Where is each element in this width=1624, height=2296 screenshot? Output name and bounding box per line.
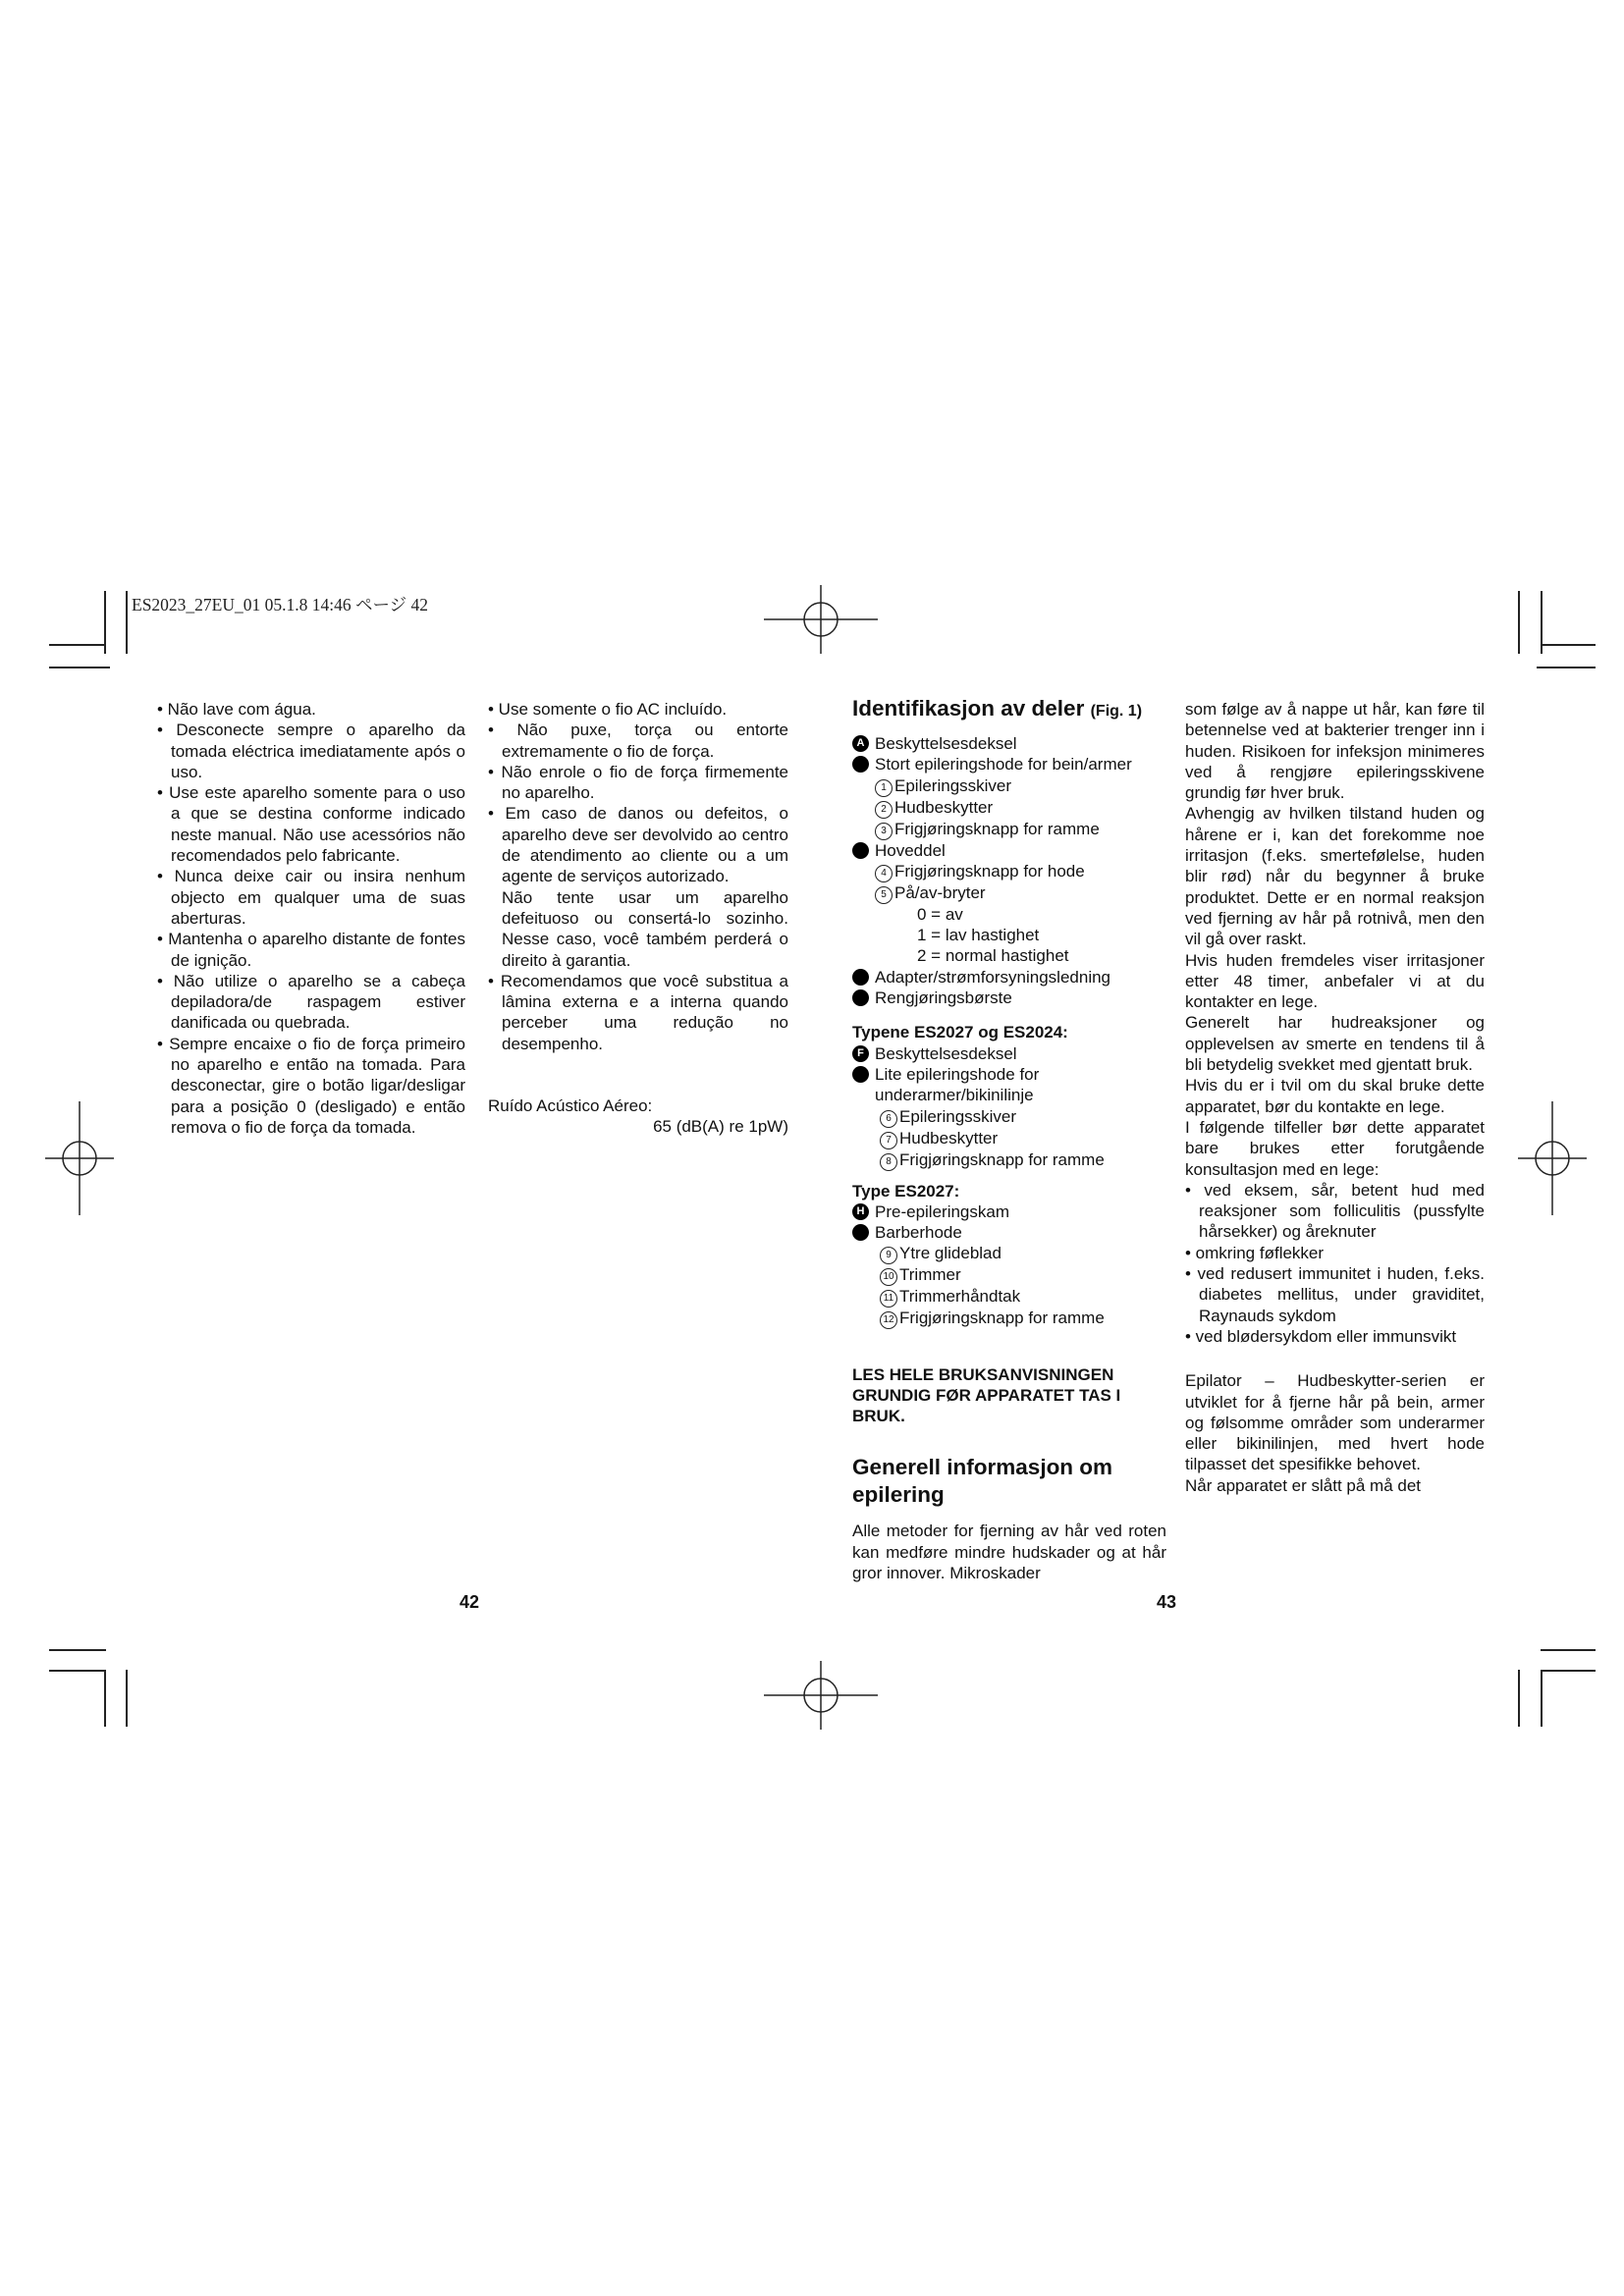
bullet-dot [852, 1066, 869, 1083]
bullet-item: • Não utilize o aparelho se a cabeça depiladora/de raspagem estiver danificada ou quebrada. [157, 971, 465, 1033]
page-number-left: 42 [460, 1592, 480, 1612]
bullet-item: • ved redusert immunitet i huden, f.eks. diabetes mellitus, under graviditet, Raynauds sykdom [1185, 1264, 1485, 1325]
right-page-column-3 [852, 695, 1166, 1583]
paragraph: Não tente usar um aparelho defeituoso ou consertá-lo sozinho. Nesse caso, você também perderá o direito à garantia. [502, 887, 788, 970]
crop-mark [1541, 1670, 1596, 1672]
paragraph: Epilator – Hudbeskytter-serien er utviklet for å fjerne hår på bein, armer og følsomme områder som underarmer eller bikinilinjen, med hvert hode tilpasset det spesifikke behovet. [1185, 1371, 1485, 1474]
left-page-column-2 [488, 699, 788, 1138]
warning-text: LES HELE BRUKSANVISNINGEN GRUNDIG FØR APPARATET TAS I BRUK. [852, 1365, 1121, 1426]
part-sub: 3 Frigjøringsknapp for ramme [852, 819, 1166, 840]
paragraph: I følgende tilfeller bør dette apparatet bare brukes etter forutgående konsultasjon med en lege: [1185, 1117, 1485, 1179]
subheading: Type ES2027: [852, 1181, 960, 1201]
bullet-item: • Nunca deixe cair ou insira nenhum objecto em qualquer uma de suas aberturas. [157, 867, 465, 928]
bullet-item: • Não enrole o fio de força firmemente no aparelho. [488, 762, 788, 803]
part-sub: 2 Hudbeskytter [852, 797, 1166, 819]
crop-mark [1541, 1670, 1543, 1727]
letter-badge-h: H [852, 1203, 869, 1220]
bullet-dot [852, 1224, 869, 1241]
part-item: Barberhode [852, 1222, 1166, 1243]
crop-mark [126, 1670, 128, 1727]
part-item: A Beskyttelsesdeksel [852, 733, 1166, 754]
part-item: Hoveddel [852, 840, 1166, 861]
bullet-dot [852, 969, 869, 986]
crop-mark [1541, 1649, 1596, 1651]
bullet-item: • Use este aparelho somente para o uso a que se destina conforme indicado neste manual. Não use acessórios não recomendados pelo fabricante. [157, 783, 465, 866]
crop-mark [1518, 1670, 1520, 1727]
paragraph: Avhengig av hvilken tilstand huden og hårene er i, kan det forekomme noe irritasjon (f.eks. smertefølelse, huden blir rød) når du begynner å bruke produktet. Dette er en normal reaksjon ved fjerning av hår på rotnivå, men den vil gå over raskt. [1185, 804, 1485, 949]
part-sub: 1 Epileringsskiver [852, 775, 1166, 797]
bullet-dot [852, 756, 869, 773]
registration-mark-left [45, 1101, 114, 1215]
bullet-item: • Não puxe, torça ou entorte extremamente o fio de força. [488, 721, 788, 761]
bullet-dot [852, 989, 869, 1006]
bullet-item: • omkring føflekker [1185, 1243, 1325, 1262]
part-item: Stort epileringshode for bein/armer [852, 754, 1166, 774]
bullet-item: • ved blødersykdom eller immunsvikt [1185, 1326, 1457, 1346]
paragraph: Hvis huden fremdeles viser irritasjoner etter 48 timer, anbefaler vi at du kontakter en lege. [1185, 950, 1485, 1012]
crop-mark [49, 644, 106, 646]
bullet-item: • Use somente o fio AC incluído. [488, 700, 728, 719]
paragraph: Hvis du er i tvil om du skal bruke dette apparatet, bør du kontakte en lege. [1185, 1076, 1485, 1116]
bullet-item: • Recomendamos que você substitua a lâmina externa e a interna quando perceber uma redução no desempenho. [488, 971, 788, 1053]
speed-setting: 0 = av [917, 904, 963, 924]
bullet-item: • Sempre encaixe o fio de força primeiro no aparelho e então na tomada. Para desconectar, gire o botão ligar/desligar para a posição 0 (desligado) e então remova o fio de força da tomada. [157, 1034, 465, 1137]
part-item: F Beskyttelsesdeksel [852, 1043, 1166, 1064]
registration-mark-right [1518, 1101, 1587, 1215]
paragraph: Når apparatet er slått på må det [1185, 1475, 1422, 1495]
bullet-item: • Não lave com água. [157, 700, 316, 719]
print-slug: ES2023_27EU_01 05.1.8 14:46 ページ 42 [132, 595, 429, 614]
part-sub: 5 På/av-bryter [852, 882, 1166, 904]
crop-mark [1537, 667, 1596, 668]
bullet-item: • Desconecte sempre o aparelho da tomada eléctrica imediatamente após o uso. [157, 721, 465, 781]
section-title-general: Generell informasjon om epilering [852, 1455, 1113, 1508]
part-sub: 7 Hudbeskytter [852, 1128, 1166, 1149]
paragraph: som følge av å nappe ut hår, kan føre til betennelse ved at bakterier trenger inn i huden. Risikoen for infeksjon minimeres ved å rengjøre epileringsskivene grundig før hver bruk. [1185, 700, 1485, 803]
figure-ref: (Fig. 1) [1090, 703, 1143, 720]
bullet-item: • Mantenha o aparelho distante de fontes de ignição. [157, 930, 465, 970]
part-item: Adapter/strømforsyningsledning [852, 967, 1166, 988]
bullet-item: • Em caso de danos ou defeitos, o aparelho deve ser devolvido ao centro de atendimento ao cliente ou a um agente de serviços autorizado. [488, 804, 788, 886]
crop-mark [104, 1670, 106, 1727]
crop-mark [49, 1670, 106, 1672]
page-number-right: 43 [1157, 1592, 1177, 1612]
part-sub: 8 Frigjøringsknapp for ramme [852, 1149, 1166, 1171]
part-sub: 9 Ytre glideblad [852, 1243, 1166, 1264]
speed-setting: 2 = normal hastighet [917, 946, 1069, 966]
paragraph: Alle metoder for fjerning av hår ved roten kan medføre mindre hudskader og at hår gror innover. Mikroskader [852, 1522, 1166, 1583]
part-item: H Pre-epileringskam [852, 1201, 1166, 1222]
registration-mark-bottom [764, 1661, 878, 1730]
bullet-item: • ved eksem, sår, betent hud med reaksjoner som folliculitis (pussfylte hårsekker) og åreknuter [1185, 1180, 1485, 1242]
paragraph: Generelt har hudreaksjoner og opplevelsen av smerte en tendens til å bli betydelig svekket med gjentatt bruk. [1185, 1013, 1485, 1075]
title-text: Identifikasjon av deler [852, 696, 1085, 721]
noise-value: 65 (dB(A) re 1pW) [653, 1117, 788, 1137]
noise-label: Ruído Acústico Aéreo: [488, 1096, 653, 1116]
bullet-dot [852, 842, 869, 859]
crop-mark [1518, 591, 1520, 654]
section-title [852, 695, 1166, 725]
left-page-column-1 [157, 699, 465, 1138]
part-sub: 11 Trimmerhåndtak [852, 1286, 1166, 1308]
letter-badge-f: F [852, 1045, 869, 1062]
right-page-column-4 [1185, 699, 1485, 1496]
part-item: Rengjøringsbørste [852, 988, 1166, 1008]
crop-mark [49, 667, 110, 668]
part-sub: 4 Frigjøringsknapp for hode [852, 861, 1166, 882]
crop-mark [1541, 644, 1596, 646]
part-sub: 6 Epileringsskiver [852, 1106, 1166, 1128]
subheading: Typene ES2027 og ES2024: [852, 1023, 1068, 1042]
crop-mark [126, 591, 128, 654]
part-sub: 12 Frigjøringsknapp for ramme [852, 1308, 1166, 1329]
registration-mark-top [764, 585, 878, 654]
crop-mark [49, 1649, 106, 1651]
part-sub: 10 Trimmer [852, 1264, 1166, 1286]
letter-badge-a: A [852, 735, 869, 752]
speed-setting: 1 = lav hastighet [917, 926, 1040, 945]
part-item: Lite epileringshode for underarmer/bikinilinje [852, 1064, 1166, 1106]
